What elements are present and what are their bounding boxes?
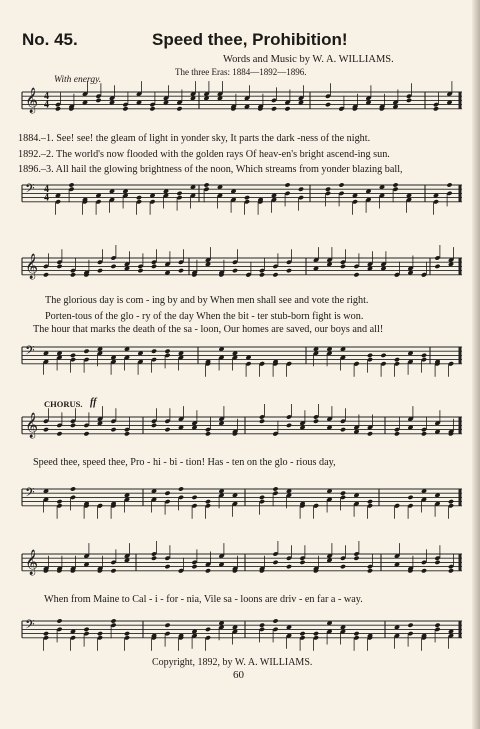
dynamic-marking: ff [90,397,97,408]
note-head [164,427,170,432]
page-number: 60 [233,669,244,681]
note-head [203,182,209,187]
note-head [164,491,170,496]
bass-clef: 𝄢 [25,485,35,503]
note-head [124,431,130,436]
note-head [110,264,116,269]
note-head [137,268,143,273]
note-head [122,106,128,111]
note-head [205,568,211,573]
note-head [136,195,142,200]
note-head [176,191,182,196]
note-head [446,182,452,187]
note-head [421,353,427,358]
note-head [56,499,62,504]
note-head [284,106,290,111]
note-head [353,556,359,561]
note-head [205,431,211,436]
note-head [124,631,130,636]
note-head [448,499,454,504]
note-head [340,564,346,569]
note-head [70,423,76,428]
note-head [340,427,346,432]
verse-line-6: The hour that marks the death of the sa - loon, Our homes are saved, our boys and all! [33,324,384,335]
note-head [299,560,305,565]
note-head [313,631,319,636]
note-head [149,106,155,111]
note-head [191,564,197,569]
time-signature: 4 [44,91,49,102]
verse-line-2: 1892.–2. The world's now flooded with the golden rays Of heav-en's bright ascend-ing sun. [18,149,390,160]
verse-line-4: The glorious day is com - ing by and by When men shall see and vote the right. [45,295,369,306]
note-head [68,182,74,187]
time-signature: 4 [44,184,49,195]
note-head [178,486,184,491]
note-head [338,182,344,187]
note-head [244,195,250,200]
note-head [284,182,290,187]
note-head [97,631,103,636]
note-head [271,106,277,111]
note-head [151,264,157,269]
note-head [43,272,49,277]
note-head [259,272,265,277]
note-head [448,568,454,573]
note-head [56,431,62,436]
note-head [367,499,373,504]
verse-line-5: Porten-tous of the glo - ry of the day When the bit - ter stub-born fight is won. [45,311,364,322]
note-head [380,353,386,358]
note-head [299,631,305,636]
chorus-line-2: When from Maine to Cal - i - for - nia, Vile sa - loons are driv - en far a - way. [44,594,363,605]
note-head [178,268,184,273]
note-head [421,431,427,436]
note-head [353,631,359,636]
bass-clef: 𝄢 [25,181,35,199]
note-head [259,419,265,424]
note-head [55,106,61,111]
note-head [298,187,304,192]
note-head [325,102,331,107]
note-head [367,568,373,573]
treble-clef: 𝄞 [25,254,39,279]
note-head [43,427,49,432]
note-head [325,187,331,192]
note-head [151,556,157,561]
time-signature: 4 [44,99,49,111]
copyright: Copyright, 1892, by W. A. WILLIAMS. [152,657,313,668]
note-head [191,495,197,500]
note-head [313,419,319,424]
note-head [406,98,412,103]
tempo-marking: With energy. [54,75,102,85]
note-head [164,623,170,628]
note-head [367,431,373,436]
note-head [70,353,76,358]
note-head [164,349,170,354]
note-head [205,499,211,504]
note-head [286,268,292,273]
note-head [407,495,413,500]
note-head [433,106,439,111]
note-head [286,423,292,428]
eras-line: The three Eras: 1884—1892—1896. [175,67,307,77]
note-head [367,353,373,358]
note-head [164,564,170,569]
composer-credit: Words and Music by W. A. WILLIAMS. [223,54,394,65]
bass-clef: 𝄢 [25,343,35,361]
note-head [394,357,400,362]
treble-clef: 𝄞 [25,88,39,113]
note-head [272,560,278,565]
note-head [272,272,278,277]
note-head [340,491,346,496]
note-head [259,623,265,628]
note-head [56,618,62,623]
verse-line-1: 1884.–1. See! see! the gleam of light in yonder sky, It parts the dark -ness of the night. [18,133,371,144]
note-head [70,272,76,277]
note-head [407,623,413,628]
note-head [83,349,89,354]
note-head [434,623,440,628]
hymn-number: No. 45. [22,30,78,49]
note-head [70,486,76,491]
note-head [110,618,116,623]
treble-clef: 𝄞 [25,413,39,438]
note-head [205,627,211,632]
note-head [421,568,427,573]
note-head [392,182,398,187]
note-head [43,631,49,636]
note-head [151,423,157,428]
note-head [56,264,62,269]
note-head [353,272,359,277]
note-head [434,264,440,269]
note-head [95,98,101,103]
time-signature: 4 [44,192,49,204]
note-head [232,268,238,273]
bass-clef: 𝄢 [25,617,35,635]
note-head [272,618,278,623]
note-head [176,106,182,111]
note-head [83,431,89,436]
note-head [151,349,157,354]
verse-line-3: 1896.–3. All hail the glowing brightness of the noon, Which streams from yonder blazing ball, [18,164,403,175]
hymn-title: Speed thee, Prohibition! [152,30,348,49]
note-head [97,268,103,273]
treble-clef: 𝄞 [25,550,39,575]
note-head [259,495,265,500]
note-head [434,560,440,565]
note-head [286,564,292,569]
note-head [272,486,278,491]
chorus-label: CHORUS. [44,399,83,409]
note-head [340,264,346,269]
note-head [110,427,116,432]
chorus-line-1: Speed thee, speed thee, Pro - hi - bi - tion! Has - ten on the glo - rious day, [33,457,336,468]
note-head [110,568,116,573]
note-head [83,627,89,632]
note-head [394,431,400,436]
